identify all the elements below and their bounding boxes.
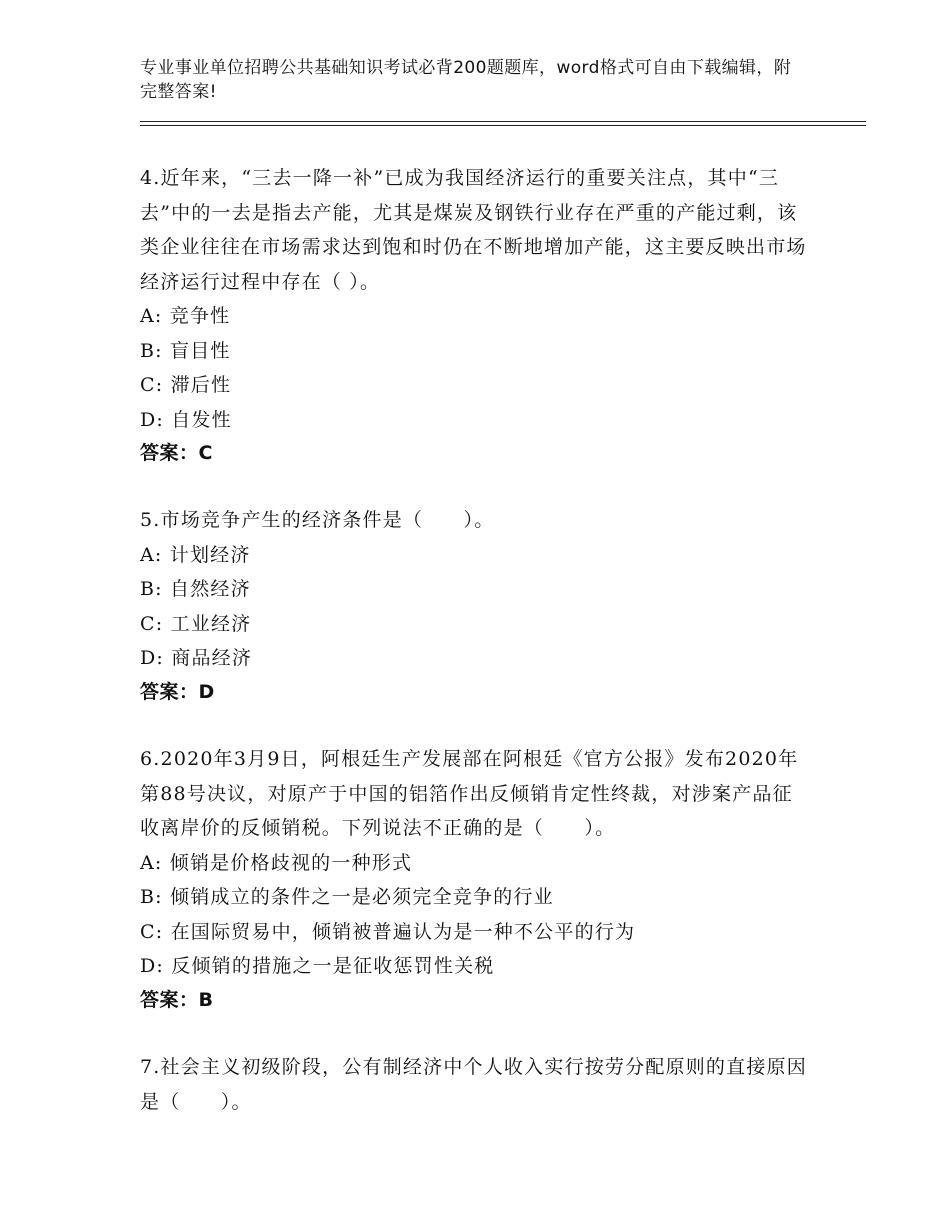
- answer-label: 答案：B: [140, 988, 214, 1011]
- option-a: A: 计划经济: [140, 543, 251, 566]
- question-7: [140, 1050, 810, 1119]
- document-header: 专业事业单位招聘公共基础知识考试必背200题题库，word格式可自由下载编辑，附完整答案!: [140, 58, 792, 102]
- question-6: [140, 742, 810, 1016]
- option-b: B: 盲目性: [140, 339, 231, 362]
- question-stem: 6.2020年3月9日，阿根廷生产发展部在阿根廷《官方公报》发布2020年第88号决议，对原产于中国的铝箔作出反倾销肯定性终裁，对涉案产品征收离岸价的反倾销税。下列说法不正确的是（ ）。: [140, 748, 799, 839]
- question-stem: 7.社会主义初级阶段，公有制经济中个人收入实行按劳分配原则的直接原因是（ ）。: [140, 1056, 807, 1113]
- option-d: D: 反倾销的措施之一是征收惩罚性关税: [140, 955, 495, 977]
- option-c: C: 工业经济: [140, 612, 252, 635]
- option-c: C: 滞后性: [140, 374, 232, 396]
- option-d: D: 商品经济: [140, 647, 253, 669]
- header-divider-bottom: [140, 125, 866, 126]
- option-a: A: 倾销是价格歧视的一种形式: [140, 851, 413, 874]
- answer-label: 答案：C: [140, 442, 213, 464]
- answer-label: 答案：D: [140, 680, 215, 703]
- question-5: [140, 503, 810, 708]
- option-c: C: 在国际贸易中，倾销被普遍认为是一种不公平的行为: [140, 920, 636, 943]
- question-4: [140, 161, 810, 469]
- option-b: B: 自然经济: [140, 578, 251, 600]
- option-b: B: 倾销成立的条件之一是必须完全竞争的行业: [140, 886, 554, 908]
- question-stem: 4.近年来，“三去一降一补”已成为我国经济运行的重要关注点，其中“三去”中的一去是指去产能，尤其是煤炭及钢铁行业存在严重的产能过剩，该类企业往往在市场需求达到饱和时仍在不断地增加产能，这主要反映出市场经济运行过程中存在（ ）。: [140, 167, 807, 293]
- header-divider-top: [140, 121, 866, 122]
- question-stem: 5.市场竞争产生的经济条件是（ ）。: [140, 509, 495, 531]
- option-a: A: 竞争性: [140, 305, 231, 327]
- option-d: D: 自发性: [140, 408, 232, 431]
